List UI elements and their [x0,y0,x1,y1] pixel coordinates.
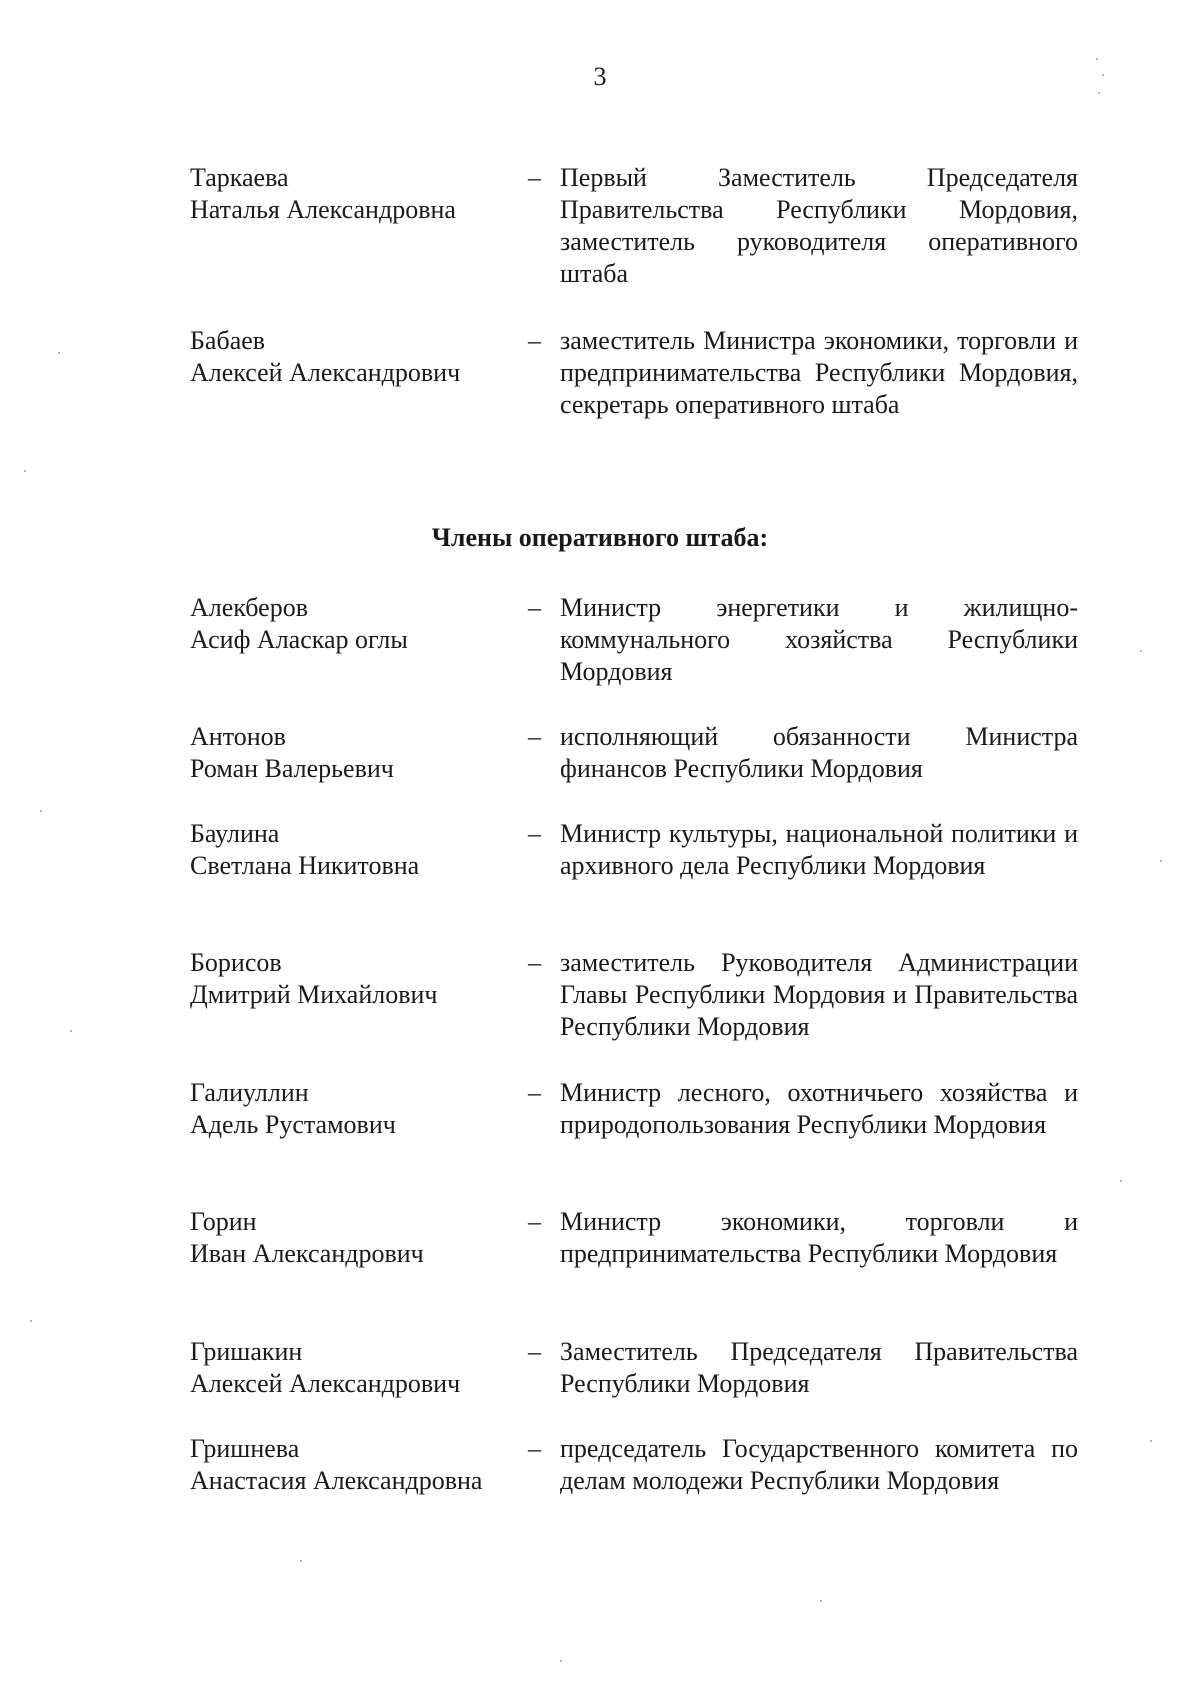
entry-dash: – [528,1078,541,1107]
scan-speck [1098,92,1100,94]
person-name [190,818,520,882]
person-name [190,325,520,389]
person-surname: Борисов [190,948,282,977]
person-name [190,592,520,656]
person-given-names: Алексей Александрович [190,358,461,387]
scan-speck [1102,74,1104,76]
person-role: Министр экономики, торговли и предпринимательства Республики Мордовия [560,1207,1078,1268]
entry-dash: – [528,819,541,848]
entry-dash: – [528,1434,541,1463]
person-given-names: Светлана Никитовна [190,851,420,880]
scan-speck [1160,860,1162,862]
person-surname: Таркаева [190,163,289,192]
scan-speck [1120,1180,1122,1182]
scan-speck [1140,650,1142,652]
scan-speck [58,352,60,354]
entry-dash: – [528,326,541,355]
person-given-names: Анастасия Александровна [190,1466,483,1495]
person-role: Первый Заместитель Председателя Правительства Республики Мордовия, заместитель руководителя оперативного штаба [560,163,1078,288]
scan-speck [300,1560,302,1562]
person-given-names: Иван Александрович [190,1239,424,1268]
scan-speck [1096,58,1098,60]
entry-dash: – [528,948,541,977]
person-given-names: Дмитрий Михайлович [190,980,438,1009]
person-given-names: Роман Валерьевич [190,754,394,783]
person-surname: Антонов [190,722,286,751]
person-role: Министр энергетики и жилищно-коммунального хозяйства Республики Мордовия [560,593,1078,686]
person-name [190,947,520,1011]
scan-speck [560,1660,562,1662]
entry-dash: – [528,1207,541,1236]
person-role: Министр лесного, охотничьего хозяйства и природопользования Республики Мордовия [560,1078,1078,1139]
person-role: Министр культуры, национальной политики и архивного дела Республики Мордовия [560,819,1078,880]
scan-speck [24,470,26,472]
person-name [190,1433,520,1497]
scan-speck [30,1320,32,1322]
members-heading: Члены оперативного штаба: [431,523,769,552]
entry-dash: – [528,1337,541,1366]
person-name [190,162,520,226]
scan-speck [1150,1440,1152,1442]
person-surname: Горин [190,1207,257,1236]
person-surname: Бабаев [190,326,266,355]
person-role: Заместитель Председателя Правительства Республики Мордовия [560,1337,1078,1398]
person-name [190,721,520,785]
person-role: заместитель Министра экономики, торговли и предпринимательства Республики Мордовия, секретарь оперативного штаба [560,326,1078,419]
entry-dash: – [528,722,541,751]
person-surname: Алекберов [190,593,308,622]
page-number: 3 [593,62,607,91]
person-given-names: Адель Рустамович [190,1110,396,1139]
person-surname: Галиуллин [190,1078,309,1107]
person-given-names: Асиф Аласкар оглы [190,625,408,654]
person-surname: Гришнева [190,1434,300,1463]
person-name [190,1077,520,1141]
scan-speck [40,810,42,812]
person-name [190,1206,520,1270]
entry-dash: – [528,593,541,622]
person-role: председатель Государственного комитета по делам молодежи Республики Мордовия [560,1434,1078,1495]
person-name [190,1336,520,1400]
person-role: исполняющий обязанности Министра финансов Республики Мордовия [560,722,1078,783]
scan-speck [820,1600,822,1602]
person-role: заместитель Руководителя Администрации Главы Республики Мордовия и Правительства Республики Мордовия [560,948,1078,1041]
entry-dash: – [528,163,541,192]
person-surname: Гришакин [190,1337,303,1366]
person-given-names: Наталья Александровна [190,195,456,224]
scan-speck [70,1030,72,1032]
person-given-names: Алексей Александрович [190,1369,461,1398]
person-surname: Баулина [190,819,280,848]
